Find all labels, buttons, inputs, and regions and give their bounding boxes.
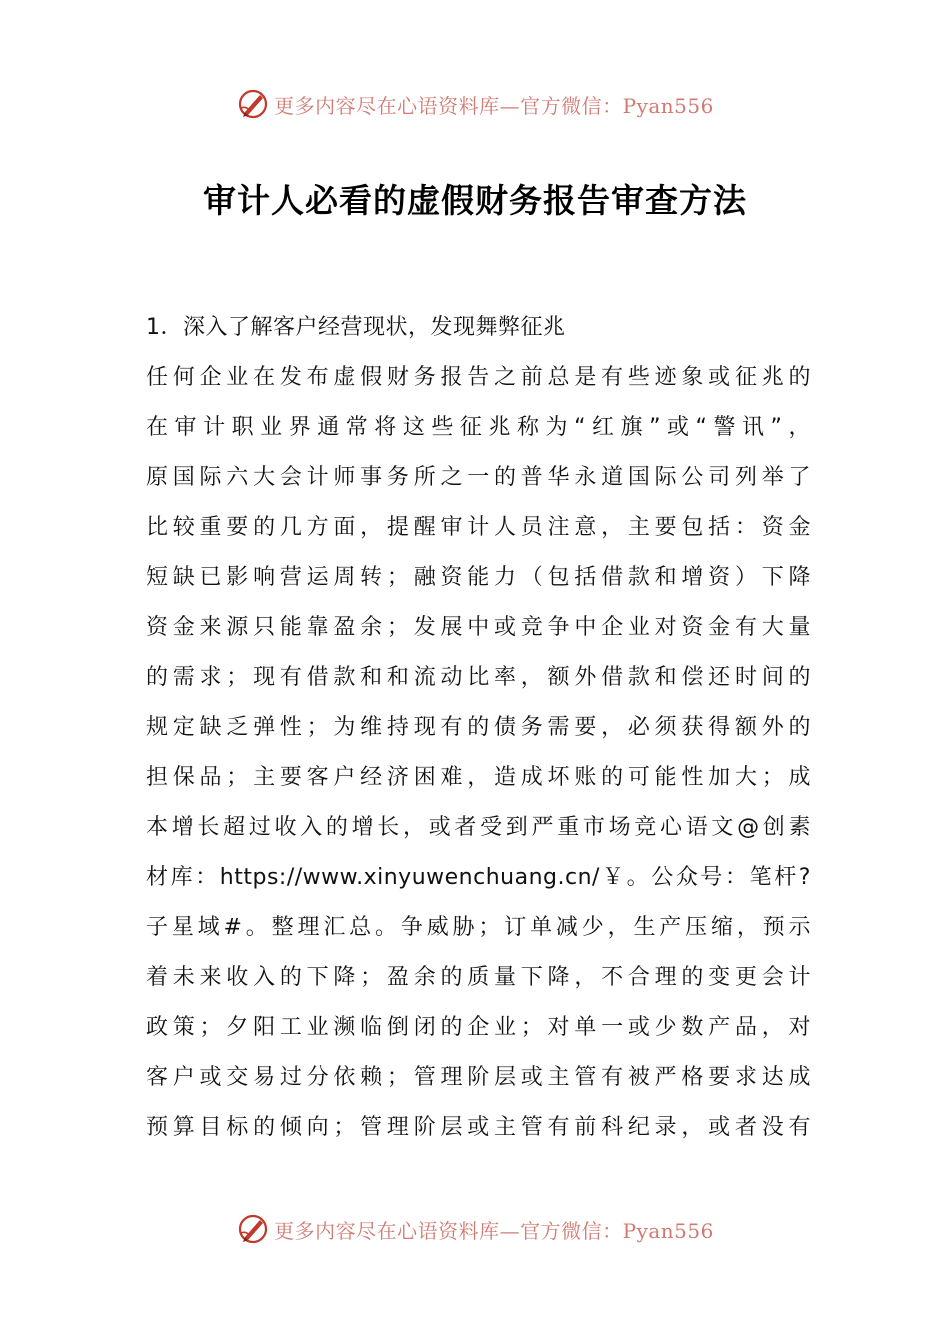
body-line: 客户或交易过分依赖；管理阶层或主管有被严格要求达成 bbox=[146, 1065, 811, 1090]
body-line: 任何企业在发布虚假财务报告之前总是有些迹象或征兆的 bbox=[146, 365, 811, 390]
section-heading: 1．深入了解客户经营现状，发现舞弊征兆 bbox=[146, 315, 566, 340]
body-line: 担保品；主要客户经济困难，造成坏账的可能性加大；成 bbox=[146, 765, 811, 790]
document-body bbox=[146, 311, 811, 1161]
footer-watermark-banner bbox=[0, 1209, 950, 1249]
body-line: 原国际六大会计师事务所之一的普华永道国际公司列举了 bbox=[146, 465, 811, 490]
body-line: 在审计职业界通常将这些征兆称为“红旗”或“警讯”， bbox=[146, 415, 811, 440]
pen-circle-logo-icon bbox=[236, 1212, 270, 1246]
body-line: 规定缺乏弹性；为维持现有的债务需要，必须获得额外的 bbox=[146, 715, 811, 740]
body-line: 本增长超过收入的增长，或者受到严重市场竞心语文@创素 bbox=[146, 815, 811, 840]
body-line: 的需求；现有借款和和流动比率，额外借款和偿还时间的 bbox=[146, 665, 811, 690]
body-line: 预算目标的倾向；管理阶层或主管有前科纪录，或者没有 bbox=[146, 1115, 811, 1140]
header-watermark-banner bbox=[0, 84, 950, 124]
body-line: 子星域#。整理汇总。争威胁；订单减少，生产压缩，预示 bbox=[146, 915, 811, 940]
body-line: 政策；夕阳工业濒临倒闭的企业；对单一或少数产品，对 bbox=[146, 1015, 811, 1040]
body-line: 着未来收入的下降；盈余的质量下降，不合理的变更会计 bbox=[146, 965, 811, 990]
watermark-text: 更多内容尽在心语资料库—官方微信：Pyan556 bbox=[274, 93, 714, 118]
pen-circle-logo-icon bbox=[236, 87, 270, 121]
body-line: 短缺已影响营运周转；融资能力（包括借款和增资）下降 bbox=[146, 565, 811, 590]
watermark-text: 更多内容尽在心语资料库—官方微信：Pyan556 bbox=[274, 1218, 714, 1243]
body-line: 比较重要的几方面，提醒审计人员注意，主要包括：资金 bbox=[146, 515, 811, 540]
document-title: 审计人必看的虚假财务报告审查方法 bbox=[203, 181, 747, 220]
body-line: 材库：https://www.xinyuwenchuang.cn/￥。公众号：笔杆? bbox=[146, 865, 811, 890]
body-line: 资金来源只能靠盈余；发展中或竞争中企业对资金有大量 bbox=[146, 615, 811, 640]
